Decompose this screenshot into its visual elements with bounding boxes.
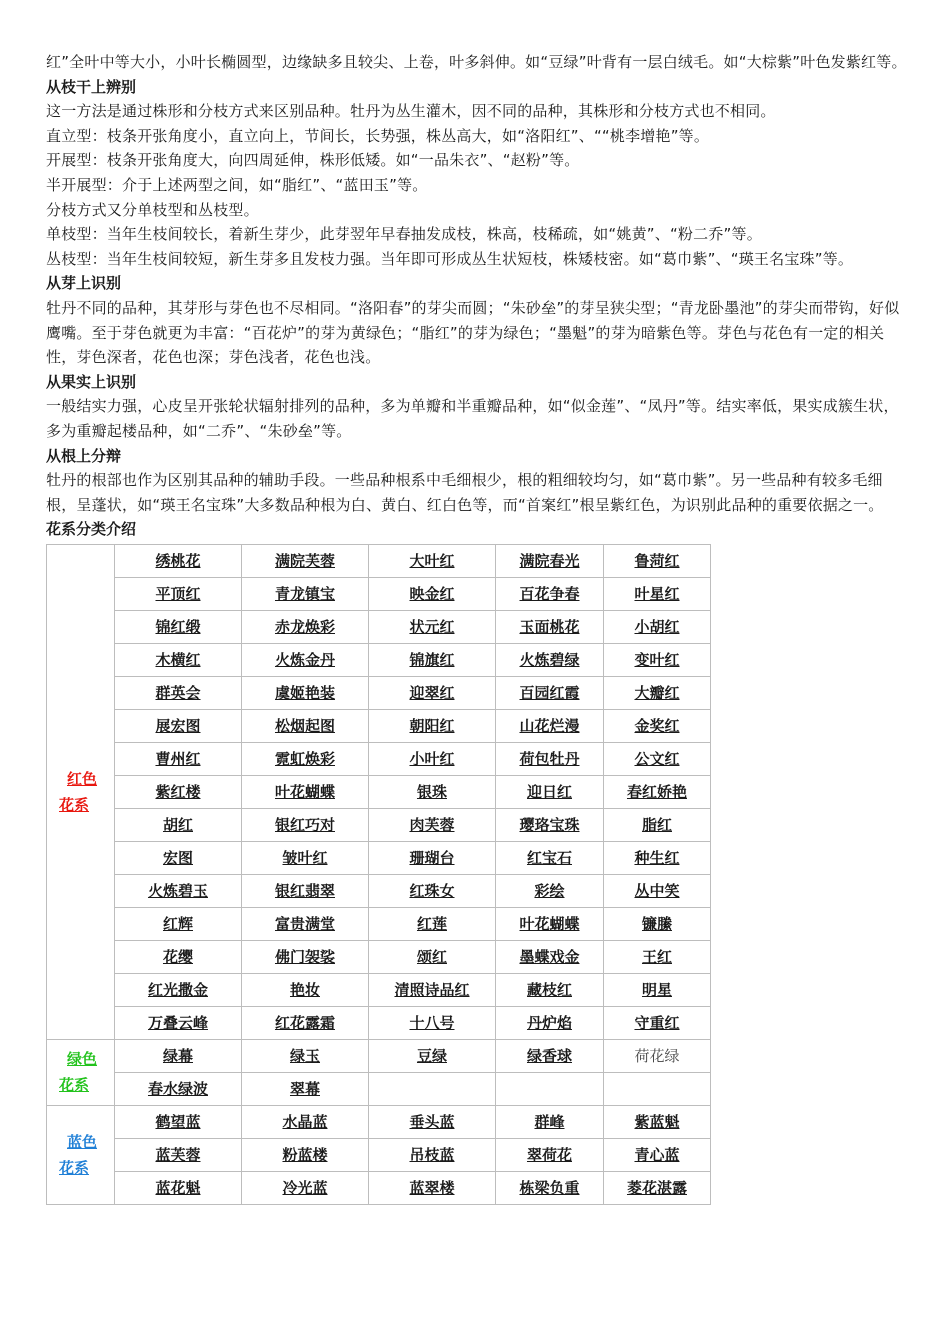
table-cell [115, 676, 242, 709]
table-cell [604, 1138, 711, 1171]
variety-link[interactable]: 璎珞宝珠 [519, 816, 580, 835]
variety-link[interactable]: 肉芙蓉 [409, 816, 455, 835]
table-cell [604, 742, 711, 775]
variety-link[interactable]: 鹤望蓝 [155, 1113, 201, 1132]
table-cell [369, 1105, 496, 1138]
table-cell [242, 610, 369, 643]
variety-link[interactable]: 颂红 [416, 948, 447, 967]
table-row [47, 742, 711, 775]
table-cell [369, 1138, 496, 1171]
table-cell [369, 610, 496, 643]
branches-line: 丛枝型：当年生枝间较短，新生芽多且发枝力强。当年即可形成丛生状短枝，株矮枝密。如“葛巾紫”、“瑛王名宝珠”等。 [46, 249, 854, 268]
variety-link[interactable]: 春红娇艳 [626, 783, 687, 802]
branches-line: 直立型：枝条开张角度小，直立向上，节间长，长势强，株丛高大，如“洛阳红”、““桃李增艳”等。 [46, 126, 710, 145]
table-row [47, 1171, 711, 1204]
table-cell [369, 709, 496, 742]
table-cell [242, 544, 369, 577]
table-cell [496, 577, 604, 610]
table-cell [115, 544, 242, 577]
variety-link[interactable]: 镰縢 [641, 915, 672, 934]
variety-link[interactable]: 花缨 [162, 948, 193, 967]
table-row [47, 1039, 711, 1072]
variety-link[interactable]: 佛门袈裟 [274, 948, 335, 967]
table-cell [115, 1105, 242, 1138]
table-cell [115, 742, 242, 775]
table-cell [115, 1171, 242, 1204]
variety-link[interactable]: 锦旗红 [409, 651, 455, 670]
table-cell [496, 742, 604, 775]
variety-link[interactable]: 大瓣红 [634, 684, 680, 703]
variety-link[interactable]: 锦红缎 [155, 618, 201, 637]
variety-link[interactable]: 小胡红 [634, 618, 680, 637]
variety-link[interactable]: 脂红 [641, 816, 672, 835]
branches-line: 分枝方式又分单枝型和丛枝型。 [46, 200, 259, 219]
table-cell [115, 874, 242, 907]
variety-link[interactable]: 叶花蝴蝶 [274, 783, 335, 802]
table-cell [496, 841, 604, 874]
variety-link[interactable]: 清照诗品红 [394, 981, 470, 1000]
series-label-line1[interactable]: 红色 [67, 769, 98, 788]
variety-link[interactable]: 叶星红 [634, 585, 680, 604]
table-cell [242, 874, 369, 907]
variety-link[interactable]: 红光撒金 [147, 981, 208, 1000]
table-row [47, 1105, 711, 1138]
section-heading-fruit: 从果实上识别 [46, 372, 137, 391]
table-cell [496, 610, 604, 643]
table-cell [115, 1039, 242, 1072]
table-cell [242, 709, 369, 742]
variety-link[interactable]: 绿香球 [526, 1047, 572, 1066]
series-label-line2[interactable]: 花系 [59, 1158, 90, 1177]
intro-paragraph: 红”全叶中等大小，小叶长椭圆型，边缘缺多且较尖、上卷，叶多斜伸。如“豆绿”叶背有一层白绒毛。如“大棕紫”叶色发紫红等。 [46, 53, 907, 71]
table-row [47, 1006, 711, 1039]
flower-series-table [46, 544, 711, 1205]
variety-link[interactable]: 菱花湛露 [626, 1179, 687, 1198]
table-cell [369, 1039, 496, 1072]
variety-link[interactable]: 紫红楼 [155, 783, 201, 802]
table-cell [242, 1039, 369, 1072]
series-label-line2[interactable]: 花系 [59, 795, 90, 814]
variety-link[interactable]: 大叶红 [409, 552, 455, 571]
variety-link[interactable]: 种生红 [634, 849, 680, 868]
variety-link[interactable]: 展宏图 [155, 717, 201, 736]
variety-link[interactable]: 公文红 [634, 750, 680, 769]
variety-link[interactable]: 水晶蓝 [282, 1113, 328, 1132]
table-cell [115, 1138, 242, 1171]
table-cell [369, 742, 496, 775]
table-cell [604, 643, 711, 676]
variety-link[interactable]: 松烟起图 [274, 717, 335, 736]
variety-link[interactable]: 百花争春 [519, 585, 580, 604]
variety-link[interactable]: 墨蝶戏金 [519, 948, 580, 967]
table-cell [242, 1006, 369, 1039]
variety-link[interactable]: 变叶红 [634, 651, 680, 670]
table-cell [242, 907, 369, 940]
table-cell [369, 973, 496, 1006]
table-cell [604, 676, 711, 709]
section-heading-branches: 从枝干上辨别 [46, 77, 137, 96]
table-cell [604, 1171, 711, 1204]
table-row [47, 1072, 711, 1105]
table-cell [604, 1105, 711, 1138]
table-cell [115, 643, 242, 676]
table-cell [604, 1006, 711, 1039]
variety-link[interactable]: 火炼碧玉 [147, 882, 208, 901]
variety-link[interactable]: 绣桃花 [155, 552, 201, 571]
table-cell [369, 841, 496, 874]
table-cell [496, 874, 604, 907]
variety-link[interactable]: 平顶红 [155, 585, 201, 604]
table-cell [115, 907, 242, 940]
variety-link[interactable]: 皱叶红 [282, 849, 328, 868]
table-cell [496, 676, 604, 709]
variety-link[interactable]: 银红翡翠 [274, 882, 335, 901]
table-heading: 花系分类介绍 [46, 520, 137, 539]
table-cell [496, 643, 604, 676]
variety-link[interactable]: 冷光蓝 [282, 1179, 328, 1198]
variety-link[interactable]: 银珠 [416, 783, 447, 802]
table-cell [496, 907, 604, 940]
variety-link[interactable]: 栋梁负重 [519, 1179, 580, 1198]
table-cell [369, 874, 496, 907]
variety-link[interactable]: 红宝石 [526, 849, 572, 868]
table-row [47, 709, 711, 742]
branches-line: 半开展型：介于上述两型之间，如“脂红”、“蓝田玉”等。 [46, 175, 428, 194]
variety-link[interactable]: 红莲 [416, 915, 447, 934]
variety-link[interactable]: 彩绘 [534, 882, 565, 901]
table-cell [115, 610, 242, 643]
table-row [47, 544, 711, 577]
variety-link[interactable]: 木横红 [155, 651, 201, 670]
variety-link[interactable]: 吊枝蓝 [409, 1146, 455, 1165]
variety-link[interactable]: 赤龙焕彩 [274, 618, 335, 637]
table-cell [115, 841, 242, 874]
table-cell [496, 1039, 604, 1072]
table-row [47, 940, 711, 973]
table-cell [604, 544, 711, 577]
variety-link[interactable]: 青心蓝 [634, 1146, 680, 1165]
variety-link[interactable]: 鲁菏红 [634, 552, 680, 571]
table-cell [242, 676, 369, 709]
series-label-red[interactable] [47, 544, 115, 1039]
variety-link[interactable]: 藏枝红 [526, 981, 572, 1000]
section-heading-buds: 从芽上识别 [46, 274, 122, 293]
table-cell [604, 973, 711, 1006]
table-cell [242, 973, 369, 1006]
table-cell [604, 874, 711, 907]
table-row [47, 874, 711, 907]
series-label-blue[interactable] [47, 1105, 115, 1204]
variety-link[interactable]: 虞姬艳装 [274, 684, 335, 703]
variety-link[interactable]: 绿幕 [162, 1047, 193, 1066]
table-cell [242, 643, 369, 676]
table-cell [604, 808, 711, 841]
variety-link[interactable]: 山花烂漫 [519, 717, 580, 736]
variety-link[interactable]: 守重红 [634, 1014, 680, 1033]
variety-link[interactable]: 明星 [641, 981, 672, 1000]
variety-link[interactable]: 满院春光 [519, 552, 580, 571]
table-cell [242, 577, 369, 610]
variety-link[interactable]: 春水绿波 [147, 1080, 208, 1099]
table-cell [115, 577, 242, 610]
variety-link[interactable]: 青龙镇宝 [274, 585, 335, 604]
variety-link[interactable]: 宏图 [162, 849, 193, 868]
table-cell [604, 577, 711, 610]
table-row [47, 643, 711, 676]
series-label-line1[interactable]: 蓝色 [67, 1132, 98, 1151]
variety-link[interactable]: 粉蓝楼 [282, 1146, 328, 1165]
table-row [47, 841, 711, 874]
variety-link[interactable]: 火炼金丹 [274, 651, 335, 670]
table-cell [242, 841, 369, 874]
table-cell [242, 742, 369, 775]
table-cell [496, 709, 604, 742]
table-cell [242, 940, 369, 973]
variety-link[interactable]: 紫蓝魁 [634, 1113, 680, 1132]
section-heading-roots: 从根上分辩 [46, 446, 122, 465]
table-cell [369, 907, 496, 940]
fruit-paragraph: 一般结实力强，心皮呈开张轮状辐射排列的品种，多为单瓣和半重瓣品种，如“似金莲”、“凤丹”等。结实率低，果实成簇生状，多为重瓣起楼品种，如“二乔”、“朱砂垒”等。 [46, 397, 899, 440]
table-row [47, 973, 711, 1006]
table-row [47, 907, 711, 940]
variety-link[interactable]: 金奖红 [634, 717, 680, 736]
table-row [47, 775, 711, 808]
table-cell [369, 1171, 496, 1204]
table-cell [496, 775, 604, 808]
table-row [47, 577, 711, 610]
table-cell [604, 709, 711, 742]
variety-link[interactable]: 翠荷花 [526, 1146, 572, 1165]
variety-link[interactable]: 丹炉焰 [526, 1014, 572, 1033]
table-cell [369, 808, 496, 841]
variety-link[interactable]: 曹州红 [155, 750, 201, 769]
table-cell [242, 1072, 369, 1105]
table-cell [115, 940, 242, 973]
table-cell [369, 544, 496, 577]
variety-link[interactable]: 红珠女 [409, 882, 455, 901]
variety-link[interactable]: 火炼碧绿 [519, 651, 580, 670]
variety-link[interactable]: 迎翠红 [409, 684, 455, 703]
table-cell [604, 841, 711, 874]
table-cell [604, 775, 711, 808]
table-row [47, 1138, 711, 1171]
table-cell [115, 973, 242, 1006]
table-cell [242, 808, 369, 841]
variety-link[interactable]: 丛中笑 [634, 882, 680, 901]
branches-line: 单枝型：当年生枝间较长，着新生芽少，此芽翌年早春抽发成枝，株高，枝稀疏，如“姚黄”、“粉二乔”等。 [46, 225, 762, 244]
table-cell [242, 1171, 369, 1204]
table-cell [604, 907, 711, 940]
variety-link[interactable]: 蓝芙蓉 [155, 1146, 201, 1165]
variety-link[interactable]: 小叶红 [409, 750, 455, 769]
table-cell [604, 940, 711, 973]
variety-link[interactable]: 迎日红 [526, 783, 572, 802]
table-cell [604, 1039, 711, 1072]
variety-link[interactable]: 十八号 [409, 1014, 455, 1033]
table-cell [242, 1105, 369, 1138]
table-row [47, 676, 711, 709]
table-cell [369, 643, 496, 676]
table-cell [604, 1072, 711, 1105]
buds-paragraph: 牡丹不同的品种，其芽形与芽色也不尽相同。“洛阳春”的芽尖而圆；“朱砂垒”的芽呈狭尖型；“青龙卧墨池”的芽尖而带钩，好似鹰嘴。至于芽色就更为丰富：“百花炉”的芽为黄绿色；“脂红”的芽为绿色；“墨魁”的芽为暗紫色等。芽色与花色有一定的相关性，芽色深者，花色也深；芽色浅者，花色也浅。 [46, 298, 900, 367]
table-cell [496, 544, 604, 577]
variety-link[interactable]: 万叠云峰 [147, 1014, 208, 1033]
variety-link[interactable]: 富贵满堂 [274, 915, 335, 934]
variety-link[interactable]: 绿玉 [289, 1047, 320, 1066]
variety-link[interactable]: 朝阳红 [409, 717, 455, 736]
variety-link[interactable]: 艳妆 [289, 981, 320, 1000]
table-cell [369, 1006, 496, 1039]
variety-link[interactable]: 满院芙蓉 [274, 552, 335, 571]
table-cell [115, 709, 242, 742]
variety-link[interactable]: 红花露霜 [274, 1014, 335, 1033]
table-cell [115, 1006, 242, 1039]
variety-link[interactable]: 蓝翠楼 [409, 1179, 455, 1198]
table-cell [496, 1105, 604, 1138]
variety-link[interactable]: 映金红 [409, 585, 455, 604]
table-row [47, 808, 711, 841]
table-cell [496, 1072, 604, 1105]
table-cell [242, 1138, 369, 1171]
variety-link[interactable]: 翠幕 [289, 1080, 320, 1099]
branches-line: 开展型：枝条开张角度大，向四周延伸，株形低矮。如“一品朱衣”、“赵粉”等。 [46, 151, 580, 170]
variety-link[interactable]: 蓝花魁 [155, 1179, 201, 1198]
variety-link[interactable]: 荷包牡丹 [519, 750, 580, 769]
variety-link: 荷花绿 [634, 1047, 680, 1066]
variety-link[interactable]: 王红 [641, 948, 672, 967]
table-cell [115, 1072, 242, 1105]
variety-link[interactable]: 珊瑚台 [409, 849, 455, 868]
branches-line: 这一方法是通过株形和分枝方式来区别品种。牡丹为丛生灌木，因不同的品种，其株形和分枝方式也不相同。 [46, 102, 776, 121]
table-cell [496, 973, 604, 1006]
variety-link[interactable]: 豆绿 [416, 1047, 447, 1066]
variety-link[interactable]: 银红巧对 [274, 816, 335, 835]
table-cell [496, 1006, 604, 1039]
table-cell [369, 676, 496, 709]
document-page [46, 50, 908, 1205]
variety-link[interactable]: 霓虹焕彩 [274, 750, 335, 769]
table-cell [242, 775, 369, 808]
series-label-green[interactable] [47, 1039, 115, 1105]
table-row [47, 610, 711, 643]
variety-link[interactable]: 胡红 [162, 816, 193, 835]
variety-link[interactable]: 红辉 [162, 915, 193, 934]
variety-link[interactable]: 垂头蓝 [409, 1113, 455, 1132]
variety-link[interactable]: 玉面桃花 [519, 618, 580, 637]
variety-link[interactable]: 群英会 [155, 684, 201, 703]
table-cell [604, 610, 711, 643]
table-cell [369, 940, 496, 973]
table-cell [115, 775, 242, 808]
variety-link[interactable]: 叶花蝴蝶 [519, 915, 580, 934]
variety-link[interactable]: 百园红霞 [519, 684, 580, 703]
table-cell [369, 577, 496, 610]
table-cell [115, 808, 242, 841]
series-label-line1[interactable]: 绿色 [67, 1050, 98, 1069]
table-cell [496, 1171, 604, 1204]
table-cell [496, 1138, 604, 1171]
table-cell [369, 775, 496, 808]
variety-link[interactable]: 群峰 [534, 1113, 565, 1132]
series-label-line2[interactable]: 花系 [59, 1076, 90, 1095]
table-cell [369, 1072, 496, 1105]
table-cell [496, 808, 604, 841]
table-cell [496, 940, 604, 973]
roots-paragraph: 牡丹的根部也作为区别其品种的辅助手段。一些品种根系中毛细根少，根的粗细较均匀，如“葛巾紫”。另一些品种有较多毛细根，呈蓬状，如“瑛王名宝珠”大多数品种根为白、黄白、红白色等，而“首案红”根呈紫红色，为识别此品种的重要依据之一。 [46, 471, 884, 514]
variety-link[interactable]: 状元红 [409, 618, 455, 637]
